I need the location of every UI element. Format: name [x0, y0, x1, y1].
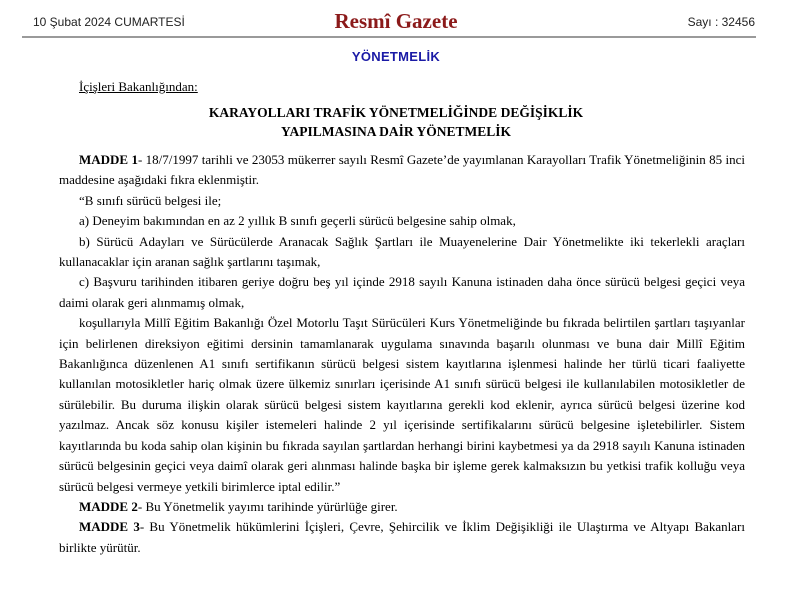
article-3 — [59, 517, 745, 558]
conditions-paragraph: koşullarıyla Millî Eğitim Bakanlığı Özel Motorlu Taşıt Sürücüleri Kurs Yönetmeliğinde bu fıkrada belirtilen şartları taşıyanlar için belirlenen direksiyon eğitimi dersinin tamamlanarak uygulama sınavında başarılı olunması ve buna dair Millî Eğitim Bakanlığınca düzenlenen A1 sınıfı sertifikanın sürücü belgesi sistem kayıtlarına işlenmesi halinde her türlü ticari faaliyette kullanılan motosikletler hariç olmak üzere ülkemiz sınırları içerisinde A1 sınıfı sürücü belgesi ile kullanılabilen motosikletler de sürülebilir. Bu duruma ilişkin olarak sürücü belgesi sistem kayıtlarına gerekli kod eklenir, ayrıca sürücü belgesi üzerine kod yazılmaz. Ancak söz konusu kişiler istemeleri halinde 2 yıl içerisinde sertifikalarını sürücü belgesine işletebilirler. Sistem kayıtlarında bu koda sahip olan kişinin bu fıkrada sayılan şartlardan herhangi birini kaybetmesi ya da 2918 sayılı Kanuna istinaden sürücü belgesinin geçici veya daimî olarak geri alınması halinde başka bir işleme gerek kalmaksızın bu yetkisi trafik kolluğu veya sürücü belgesi vermeye yetkili birimlerce iptal edilir.” — [59, 315, 745, 494]
article-2-text: - Bu Yönetmelik yayımı tarihinde yürürlüğe girer. — [137, 498, 398, 514]
header-divider — [22, 36, 756, 38]
article-1-text: - 18/7/1997 tarihli ve 23053 mükerrer sayılı Resmî Gazete’de yayımlanan Karayolları Trafik Yönetmeliğinin 85 inci maddesine aşağıdaki fıkra eklenmiştir. — [59, 152, 746, 188]
regulation-body — [59, 150, 745, 558]
section-heading: YÖNETMELİK — [351, 49, 441, 64]
issue-number: Sayı : 32456 — [687, 15, 755, 29]
article-2 — [59, 497, 745, 517]
item-c: c) Başvuru tarihinden itibaren geriye doğru beş yıl içinde 2918 sayılı Kanuna istinaden daha önce sürücü belgesi geçici veya daimi olarak geri alınmamış olmak, — [59, 274, 745, 310]
item-b: b) Sürücü Adayları ve Sürücülerde Aranacak Sağlık Şartları ile Muayenelerine Dair Yönetmelikte iki tekerlekli araçları kullanacaklar için aranan sağlık şartlarını taşımak, — [59, 233, 745, 270]
item-a: a) Deneyim bakımından en az 2 yıllık B sınıfı geçerli sürücü belgesine sahip olmak, — [79, 213, 516, 229]
regulation-title-line-1: KARAYOLLARI TRAFİK YÖNETMELİĞİNDE DEĞİŞİKLİK — [208, 105, 584, 120]
gazette-title: Resmî Gazete — [334, 9, 458, 33]
issuing-ministry: İçişleri Bakanlığından: — [79, 79, 198, 94]
issue-date: 10 Şubat 2024 CUMARTESİ — [33, 15, 185, 29]
article-3-text: - Bu Yönetmelik hükümlerini İçişleri, Çevre, Şehircilik ve İklim Değişikliği ile Ulaştırma ve Altyapı Bakanları birlikte yürütür. — [59, 519, 745, 555]
regulation-title — [0, 103, 792, 141]
article-1 — [59, 150, 745, 191]
article-3-label: MADDE 3 — [79, 519, 140, 535]
quote-intro: “B sınıfı sürücü belgesi ile; — [79, 192, 222, 208]
article-2-label: MADDE 2 — [79, 498, 138, 514]
article-1-label: MADDE 1 — [79, 152, 138, 167]
regulation-title-line-2: YAPILMASINA DAİR YÖNETMELİK — [280, 124, 512, 139]
